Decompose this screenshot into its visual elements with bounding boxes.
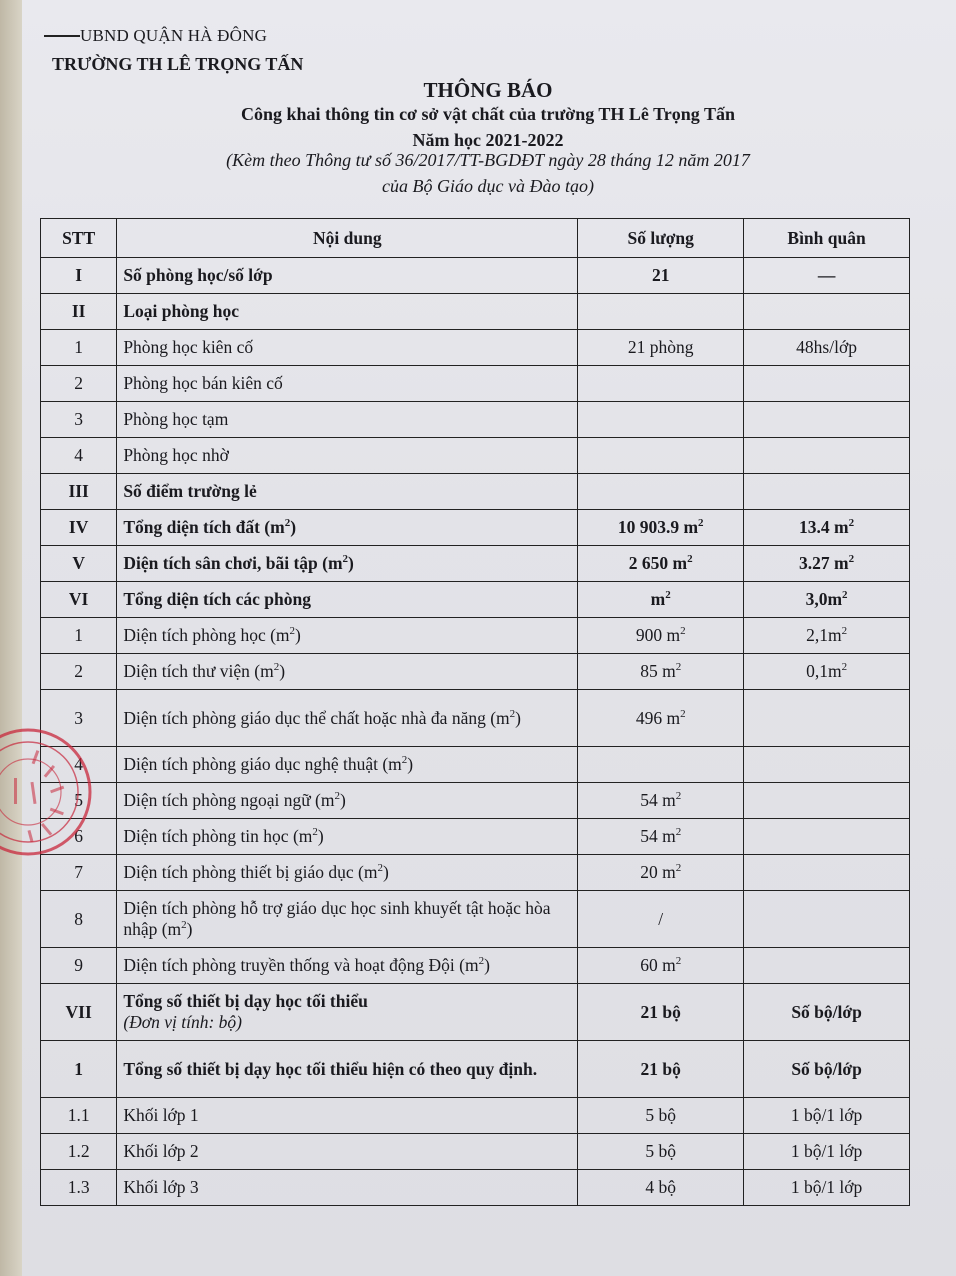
stt-text: 3 [74, 707, 84, 728]
cell-stt [41, 1041, 117, 1098]
stt-text: 1 [74, 337, 84, 357]
superscript: 2 [675, 862, 682, 875]
cell-content [117, 1134, 578, 1170]
content-text: Diện tích phòng truyền thống và hoạt động Đội (m [123, 955, 479, 975]
stt-text: I [75, 265, 83, 285]
cell-content [117, 1041, 578, 1098]
average-text: 3,0m [805, 589, 843, 609]
cell-quantity [578, 855, 744, 891]
cell-stt [41, 690, 117, 747]
table-row [41, 258, 910, 294]
content-text: Tổng diện tích đất (m [123, 517, 285, 537]
content-tail: ) [295, 625, 301, 645]
superscript: 2 [842, 589, 848, 602]
content-text: Tổng diện tích các phòng [123, 589, 311, 609]
quantity-text: 54 m [640, 826, 676, 846]
cell-stt [41, 1098, 117, 1134]
stt-text: 7 [74, 862, 84, 882]
superscript: 2 [841, 661, 848, 674]
superscript: 2 [848, 553, 855, 566]
table-row [41, 1098, 910, 1134]
quantity-text: 4 bộ [645, 1177, 676, 1197]
cell-content [117, 258, 578, 294]
average-text: 48hs/lớp [796, 337, 857, 357]
cell-quantity [578, 366, 744, 402]
content-text: Tổng số thiết bị dạy học tối thiểu hiện có theo quy định. [123, 1058, 538, 1079]
cell-quantity [578, 747, 744, 783]
superscript: 2 [273, 661, 280, 674]
cell-quantity [578, 1134, 744, 1170]
stt-text: IV [68, 517, 89, 537]
quantity-text: 21 phòng [627, 337, 694, 357]
cell-stt [41, 330, 117, 366]
content-text: Diện tích phòng thiết bị giáo dục (m [123, 862, 378, 882]
stt-text: 3 [74, 409, 84, 429]
average-text: — [817, 265, 836, 285]
cell-average [744, 1098, 910, 1134]
cell-average [744, 654, 910, 690]
cell-content [117, 402, 578, 438]
content-tail: ) [317, 826, 324, 846]
content-tail: ) [279, 661, 286, 681]
cell-quantity [578, 258, 744, 294]
content-tail: ) [407, 754, 414, 774]
content-text: Khối lớp 3 [123, 1177, 199, 1197]
superscript: 2 [675, 790, 682, 803]
superscript: 2 [181, 919, 187, 932]
header-content: Nội dung [117, 219, 578, 258]
school-name: TRƯỜNG TH LÊ TRỌNG TẤN [52, 54, 304, 74]
table-row [41, 366, 910, 402]
content-tail: ) [515, 707, 521, 728]
cell-average [744, 855, 910, 891]
table-row [41, 474, 910, 510]
quantity-text: 85 m [640, 661, 676, 681]
cell-content [117, 783, 578, 819]
stt-text: 9 [74, 955, 84, 975]
cell-stt [41, 654, 117, 690]
content-tail: ) [290, 517, 297, 537]
cell-stt [41, 1170, 117, 1206]
content-text: Diện tích phòng học (m [123, 625, 290, 645]
content-text: Phòng học nhờ [123, 445, 229, 465]
cell-content [117, 984, 578, 1041]
content-tail: ) [340, 790, 346, 810]
cell-quantity [578, 654, 744, 690]
cell-content [117, 1098, 578, 1134]
stt-text: 4 [74, 754, 84, 774]
cell-stt [41, 891, 117, 948]
cell-quantity [578, 819, 744, 855]
cell-quantity [578, 294, 744, 330]
cell-stt [41, 546, 117, 582]
stt-text: 6 [74, 826, 84, 846]
cell-stt [41, 510, 117, 546]
superscript: 2 [698, 517, 704, 530]
table-header-row [41, 219, 910, 258]
superscript: 2 [284, 517, 291, 530]
cell-quantity [578, 783, 744, 819]
cell-quantity [578, 984, 744, 1041]
cell-content [117, 618, 578, 654]
header-average: Bình quân [744, 219, 910, 258]
cell-content [117, 474, 578, 510]
cell-average [744, 783, 910, 819]
table-body [41, 258, 910, 1206]
content-text: Loại phòng học [123, 301, 240, 321]
cell-content [117, 582, 578, 618]
content-text: Phòng học tạm [123, 409, 229, 429]
cell-content [117, 891, 578, 948]
cell-average [744, 258, 910, 294]
stt-text: 1 [74, 1058, 84, 1079]
content-text: Diện tích phòng giáo dục nghệ thuật (m [123, 754, 402, 774]
content-text: Số phòng học/số lớp [123, 265, 273, 285]
cell-stt [41, 258, 117, 294]
cell-stt [41, 366, 117, 402]
cell-average [744, 438, 910, 474]
content-text: Diện tích thư viện (m [123, 661, 274, 681]
cell-quantity [578, 618, 744, 654]
table-row [41, 891, 910, 948]
document-heading: THÔNG BÁO [423, 78, 553, 102]
cell-quantity [578, 438, 744, 474]
quantity-text: 2 650 m [628, 553, 688, 573]
cell-average [744, 582, 910, 618]
cell-content [117, 948, 578, 984]
cell-quantity [578, 510, 744, 546]
cell-content [117, 819, 578, 855]
cell-stt [41, 618, 117, 654]
content-tail: ) [348, 553, 354, 573]
superscript: 2 [509, 707, 516, 720]
cell-average [744, 948, 910, 984]
cell-average [744, 984, 910, 1041]
cell-content [117, 690, 578, 747]
stt-text: 1.2 [67, 1141, 90, 1161]
content-tail: ) [383, 862, 389, 882]
cell-quantity [578, 330, 744, 366]
quantity-text: 496 m [635, 707, 681, 728]
content-text: Diện tích phòng hỗ trợ giáo dục học sinh khuyết tật hoặc hòa nhập (m [123, 898, 551, 939]
quantity-text: 5 bộ [645, 1105, 676, 1125]
quantity-text: 54 m [640, 790, 676, 810]
average-text: Số bộ/lớp [791, 1058, 862, 1079]
cell-average [744, 690, 910, 747]
superscript: 2 [289, 625, 296, 638]
table-row [41, 438, 910, 474]
cell-stt [41, 402, 117, 438]
facilities-table [40, 218, 910, 1206]
cell-content [117, 654, 578, 690]
superscript: 2 [478, 955, 485, 968]
cell-stt [41, 747, 117, 783]
stt-text: 4 [74, 445, 84, 465]
table-row [41, 330, 910, 366]
table-row [41, 654, 910, 690]
superscript: 2 [675, 826, 682, 839]
cell-quantity [578, 1098, 744, 1134]
table-row [41, 747, 910, 783]
content-text: Phòng học bán kiên cố [123, 373, 283, 393]
cell-stt [41, 438, 117, 474]
table-row [41, 294, 910, 330]
cell-content [117, 546, 578, 582]
quantity-text: 60 m [640, 955, 676, 975]
cell-content [117, 294, 578, 330]
header-quantity: Số lượng [578, 219, 744, 258]
cell-quantity [578, 402, 744, 438]
average-text: 1 bộ/1 lớp [790, 1177, 863, 1197]
table-row [41, 546, 910, 582]
cell-average [744, 819, 910, 855]
superscript: 2 [680, 625, 686, 638]
cell-stt [41, 819, 117, 855]
table-row [41, 819, 910, 855]
table-row [41, 1134, 910, 1170]
table-row [41, 690, 910, 747]
quantity-text: 21 [651, 265, 670, 285]
stt-text: V [72, 553, 85, 573]
average-text: 1 bộ/1 lớp [790, 1105, 863, 1125]
cell-stt [41, 582, 117, 618]
cell-quantity [578, 1170, 744, 1206]
table-row [41, 948, 910, 984]
quantity-text: 5 bộ [645, 1141, 676, 1161]
cell-average [744, 1170, 910, 1206]
cell-content [117, 1170, 578, 1206]
superscript: 2 [401, 754, 408, 767]
content-tail: ) [484, 955, 490, 975]
cell-average [744, 1134, 910, 1170]
cell-quantity [578, 546, 744, 582]
table-row [41, 402, 910, 438]
cell-stt [41, 294, 117, 330]
table-row [41, 510, 910, 546]
legal-basis-line-2: của Bộ Giáo dục và Đào tạo) [382, 176, 594, 196]
content-text: Phòng học kiên cố [123, 337, 254, 357]
content-text: Khối lớp 1 [123, 1105, 199, 1125]
content-text: Khối lớp 2 [123, 1141, 199, 1161]
stt-text: VII [65, 1001, 92, 1022]
cell-average [744, 618, 910, 654]
cell-stt [41, 948, 117, 984]
header-stt: STT [41, 219, 117, 258]
cell-average [744, 294, 910, 330]
table-row [41, 618, 910, 654]
table-row [41, 984, 910, 1041]
authority-name: UBND QUẬN HÀ ĐÔNG [80, 26, 268, 45]
cell-average [744, 747, 910, 783]
content-text: Diện tích phòng tin học (m [123, 826, 313, 846]
cell-content [117, 510, 578, 546]
average-text: 13.4 m [799, 517, 849, 537]
stt-text: II [71, 301, 86, 321]
content-text: Diện tích phòng giáo dục thể chất hoặc nhà đa năng (m [123, 707, 510, 728]
stt-text: VI [68, 589, 89, 609]
cell-average [744, 1041, 910, 1098]
stt-text: 1.3 [67, 1177, 90, 1197]
superscript: 2 [334, 790, 341, 803]
superscript: 2 [675, 955, 682, 968]
cell-average [744, 402, 910, 438]
content-text: Tổng số thiết bị dạy học tối thiểu [123, 991, 368, 1011]
table-row [41, 582, 910, 618]
cell-average [744, 474, 910, 510]
cell-average [744, 546, 910, 582]
header-dash [44, 35, 80, 37]
superscript: 2 [680, 707, 686, 720]
quantity-text: 21 bộ [640, 1001, 681, 1022]
table-row [41, 1170, 910, 1206]
stt-text: 1 [74, 625, 84, 645]
superscript: 2 [848, 517, 855, 530]
cell-stt [41, 474, 117, 510]
cell-stt [41, 1134, 117, 1170]
content-tail: ) [186, 919, 193, 939]
average-text: 3.27 m [799, 553, 849, 573]
cell-average [744, 330, 910, 366]
quantity-text: 10 903.9 m [617, 517, 699, 537]
stt-text: 8 [74, 908, 84, 929]
quantity-text: 20 m [640, 862, 676, 882]
table-row [41, 783, 910, 819]
stt-text: 5 [74, 790, 84, 810]
cell-average [744, 510, 910, 546]
school-year: Năm học 2021-2022 [412, 130, 564, 150]
quantity-text: 21 bộ [640, 1058, 681, 1079]
content-text: Diện tích phòng ngoại ngữ (m [123, 790, 335, 810]
cell-quantity [578, 948, 744, 984]
cell-quantity [578, 1041, 744, 1098]
average-text: 0,1m [806, 661, 842, 681]
quantity-text: / [658, 908, 664, 929]
superscript: 2 [841, 625, 848, 638]
stt-text: 1.1 [67, 1105, 90, 1125]
cell-stt [41, 855, 117, 891]
quantity-text: 900 m [635, 625, 681, 645]
cell-average [744, 366, 910, 402]
stt-text: 2 [74, 661, 84, 681]
cell-average [744, 891, 910, 948]
table-row [41, 855, 910, 891]
content-text: Số điểm trường lẻ [123, 481, 257, 501]
legal-basis-line-1: (Kèm theo Thông tư số 36/2017/TT-BGDĐT ngày 28 tháng 12 năm 2017 [226, 150, 750, 170]
superscript: 2 [665, 589, 671, 602]
cell-stt [41, 984, 117, 1041]
content-text: Diện tích sân chơi, bãi tập (m [123, 553, 343, 573]
stt-text: III [68, 481, 89, 501]
cell-quantity [578, 474, 744, 510]
cell-content [117, 855, 578, 891]
cell-content [117, 438, 578, 474]
table-row [41, 1041, 910, 1098]
stt-text: 2 [74, 373, 84, 393]
cell-quantity [578, 891, 744, 948]
cell-quantity [578, 690, 744, 747]
document-subject: Công khai thông tin cơ sở vật chất của trường TH Lê Trọng Tấn [241, 104, 735, 124]
superscript: 2 [687, 553, 693, 566]
cell-content [117, 330, 578, 366]
content-note: (Đơn vị tính: bộ) [123, 1012, 243, 1032]
superscript: 2 [675, 661, 682, 674]
superscript: 2 [342, 553, 349, 566]
superscript: 2 [377, 862, 383, 875]
cell-stt [41, 783, 117, 819]
average-text: 2,1m [806, 625, 842, 645]
average-text: Số bộ/lớp [791, 1001, 862, 1022]
superscript: 2 [312, 826, 318, 839]
cell-content [117, 366, 578, 402]
average-text: 1 bộ/1 lớp [790, 1141, 863, 1161]
quantity-text: m [650, 589, 666, 609]
cell-content [117, 747, 578, 783]
cell-quantity [578, 582, 744, 618]
